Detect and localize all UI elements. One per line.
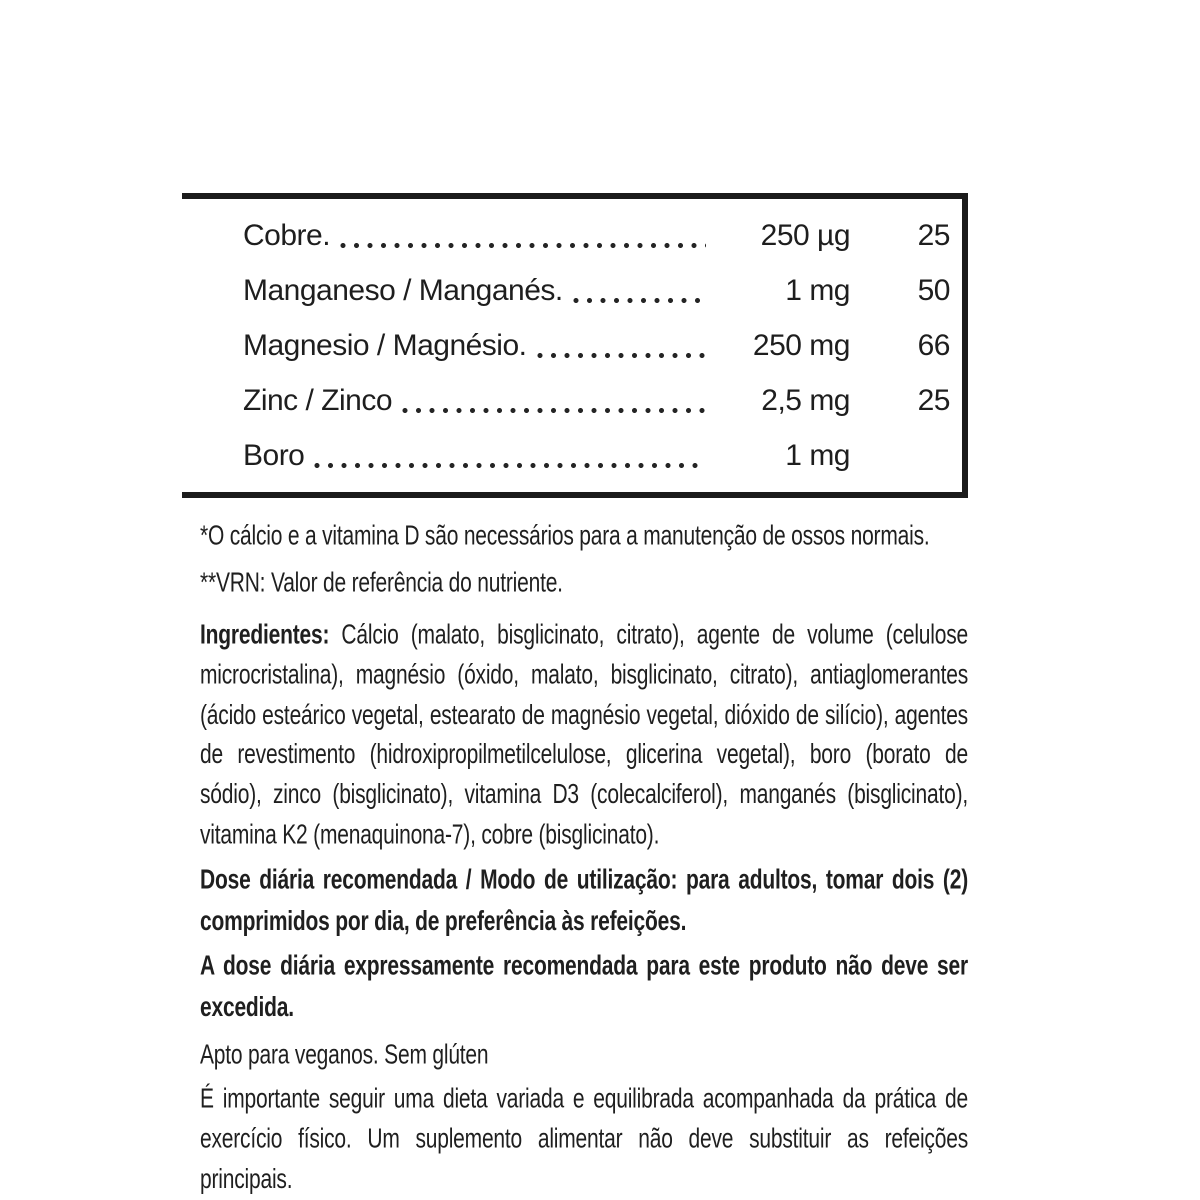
vegan-gluten-note: Apto para veganos. Sem glúten <box>200 1039 489 1070</box>
nutrient-vrn: 50 <box>917 273 950 307</box>
dot-leader <box>573 298 706 303</box>
nutrient-name: Zinc / Zinco <box>243 383 393 417</box>
nutrient-name: Manganeso / Manganés. <box>243 273 563 307</box>
dosage-warning: A dose diária expressamente recomendada para este produto não deve ser excedida. <box>200 951 968 1023</box>
dosage-instructions: Dose diária recomendada / Modo de utilização: para adultos, tomar dois (2) comprimidos por dia, de preferência às refeições. <box>200 865 968 937</box>
table-row <box>243 263 950 318</box>
nutrient-name: Boro <box>243 438 305 472</box>
nutrient-name: Magnesio / Magnésio. <box>243 328 527 362</box>
dot-leader <box>402 408 706 413</box>
nutrition-facts-table <box>182 193 968 498</box>
ingredients-list: Cálcio (malato, bisglicinato, citrato), agente de volume (celulose microcristalina), magnésio (óxido, malato, bisglicinato, citrato), antiaglomerantes (ácido esteárico vegetal, estearato de magnésio vegetal, dióxido de silício), agentes de revestimento (hidroxipropilmetilcelulose, glicerina vegetal), boro (borato de sódio), zinco (bisglicinato), vitamina D3 (colecalciferol), manganés (bisglicinato), vitamina K2 (menaquinona-7), cobre (bisglicinato). <box>200 619 968 850</box>
nutrient-vrn: 25 <box>917 218 950 252</box>
footnote-calcium-vitamin-d: *O cálcio e a vitamina D são necessários para a manutenção de ossos normais. <box>200 520 930 551</box>
nutrient-vrn: 25 <box>917 383 950 417</box>
ingredients-paragraph <box>200 616 968 856</box>
balanced-diet-advice: É importante seguir uma dieta variada e equilibrada acompanhada da prática de exercício físico. Um suplemento alimentar não deve substituir as refeições principais. <box>200 1083 968 1194</box>
nutrient-vrn: 66 <box>917 328 950 362</box>
table-row <box>243 318 950 373</box>
nutrient-name: Cobre. <box>243 218 331 252</box>
ingredients-label: Ingredientes: <box>200 619 330 650</box>
nutrient-amount: 250 µg <box>760 218 850 252</box>
nutrient-amount: 250 mg <box>752 328 850 362</box>
table-row <box>243 373 950 428</box>
nutrient-amount: 1 mg <box>785 438 850 472</box>
dot-leader <box>314 463 706 468</box>
table-row <box>243 208 950 263</box>
dot-leader <box>340 243 706 248</box>
footnote-vrn-definition: **VRN: Valor de referência do nutriente. <box>200 567 563 598</box>
table-row <box>243 428 950 483</box>
nutrient-amount: 2,5 mg <box>761 383 850 417</box>
nutrient-amount: 1 mg <box>785 273 850 307</box>
dot-leader <box>537 353 707 358</box>
